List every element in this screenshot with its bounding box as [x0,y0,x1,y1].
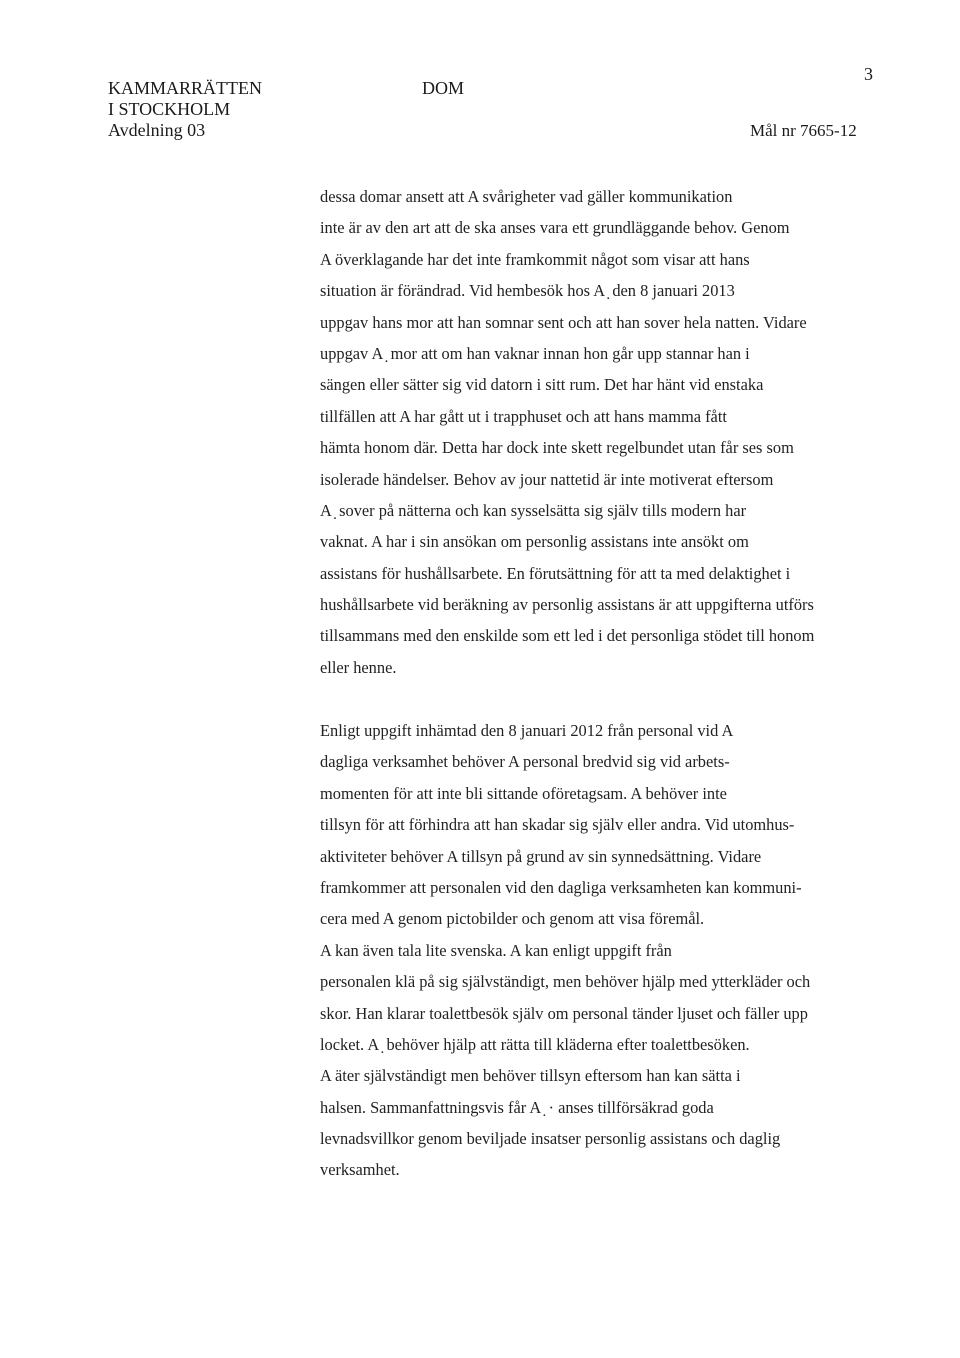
document-type: DOM [422,78,465,98]
text-line: Enligt uppgift inhämtad den 8 januari 2012 från personal vid A [320,721,734,740]
text-line: situation är förändrad. Vid hembesök hos A ̣ den 8 januari 2013 [320,281,735,301]
text-line: inte är av den art att de ska anses vara ett grundläggande behov. Genom [320,218,790,238]
text-line: A kan även tala lite svenska. A kan enligt uppgift från [320,940,672,960]
paragraph-2 [320,720,880,1191]
text-line: dagliga verksamhet behöver A personal bredvid sig vid arbets- [320,752,730,772]
text-line: vaknat. A har i sin ansökan om personlig assistans inte ansökt om [320,532,749,552]
text-line: A ̣ sover på nätterna och kan sysselsätta sig själv tills modern har [320,500,747,520]
text-line: eller henne. [320,657,397,677]
text-line: personalen klä på sig självständigt, men behöver hjälp med ytterkläder och [320,972,811,992]
text-line: verksamhet. [320,1160,400,1180]
division: Avdelning 03 [108,120,206,140]
text-line: hämta honom där. Detta har dock inte skett regelbundet utan får ses som [320,438,794,458]
text-line: isolerade händelser. Behov av jour nattetid är inte motiverat eftersom [320,469,774,489]
text-line: uppgav hans mor att han somnar sent och att han sover hela natten. Vidare [320,312,807,332]
text-line: tillsyn för att förhindra att han skadar sig själv eller andra. Vid utomhus- [320,815,795,835]
case-number: Mål nr 7665-12 [750,121,857,140]
court-name-line2: I STOCKHOLM [108,99,231,119]
text-line: cera med A genom pictobilder och genom att visa föremål. [320,909,705,929]
text-line: assistans för hushållsarbete. En förutsättning för att ta med delaktighet i [320,563,791,583]
text-line: levnadsvillkor genom beviljade insatser personlig assistans och daglig [320,1129,781,1149]
text-line: A överklagande har det inte framkommit något som visar att hans [320,249,750,269]
text-line: A äter självständigt men behöver tillsyn eftersom han kan sätta i [320,1066,741,1086]
text-line: halsen. Sammanfattningsvis får A ̣ · anses tillförsäkrad goda [320,1097,714,1117]
text-line: momenten för att inte bli sittande oföretagsam. A behöver inte [320,783,727,803]
text-line: locket. A ̣ behöver hjälp att rätta till kläderna efter toalettbesöken. [320,1034,750,1054]
text-line: aktiviteter behöver A tillsyn på grund av sin synnedsättning. Vidare [320,846,762,866]
text-line: skor. Han klarar toalettbesök själv om personal tänder ljuset och fäller upp [320,1003,808,1023]
text-line: hushållsarbete vid beräkning av personlig assistans är att uppgifterna utförs [320,595,814,615]
text-line: uppgav A ̣ mor att om han vaknar innan hon går upp stannar han i [320,343,750,363]
court-name [108,78,262,141]
page-number: 3 [864,64,873,84]
text-line: tillfällen att A har gått ut i trapphuset och att hans mamma fått [320,406,727,426]
paragraph-1 [320,186,880,688]
text-line: framkommer att personalen vid den dagliga verksamheten kan kommuni- [320,877,802,897]
text-line: tillsammans med den enskilde som ett led i det personliga stödet till honom [320,626,815,646]
text-line: sängen eller sätter sig vid datorn i sitt rum. Det har hänt vid enstaka [320,375,764,395]
text-line: dessa domar ansett att A svårigheter vad gäller kommunikation [320,187,733,206]
court-name-line1: KAMMARRÄTTEN [108,78,263,98]
